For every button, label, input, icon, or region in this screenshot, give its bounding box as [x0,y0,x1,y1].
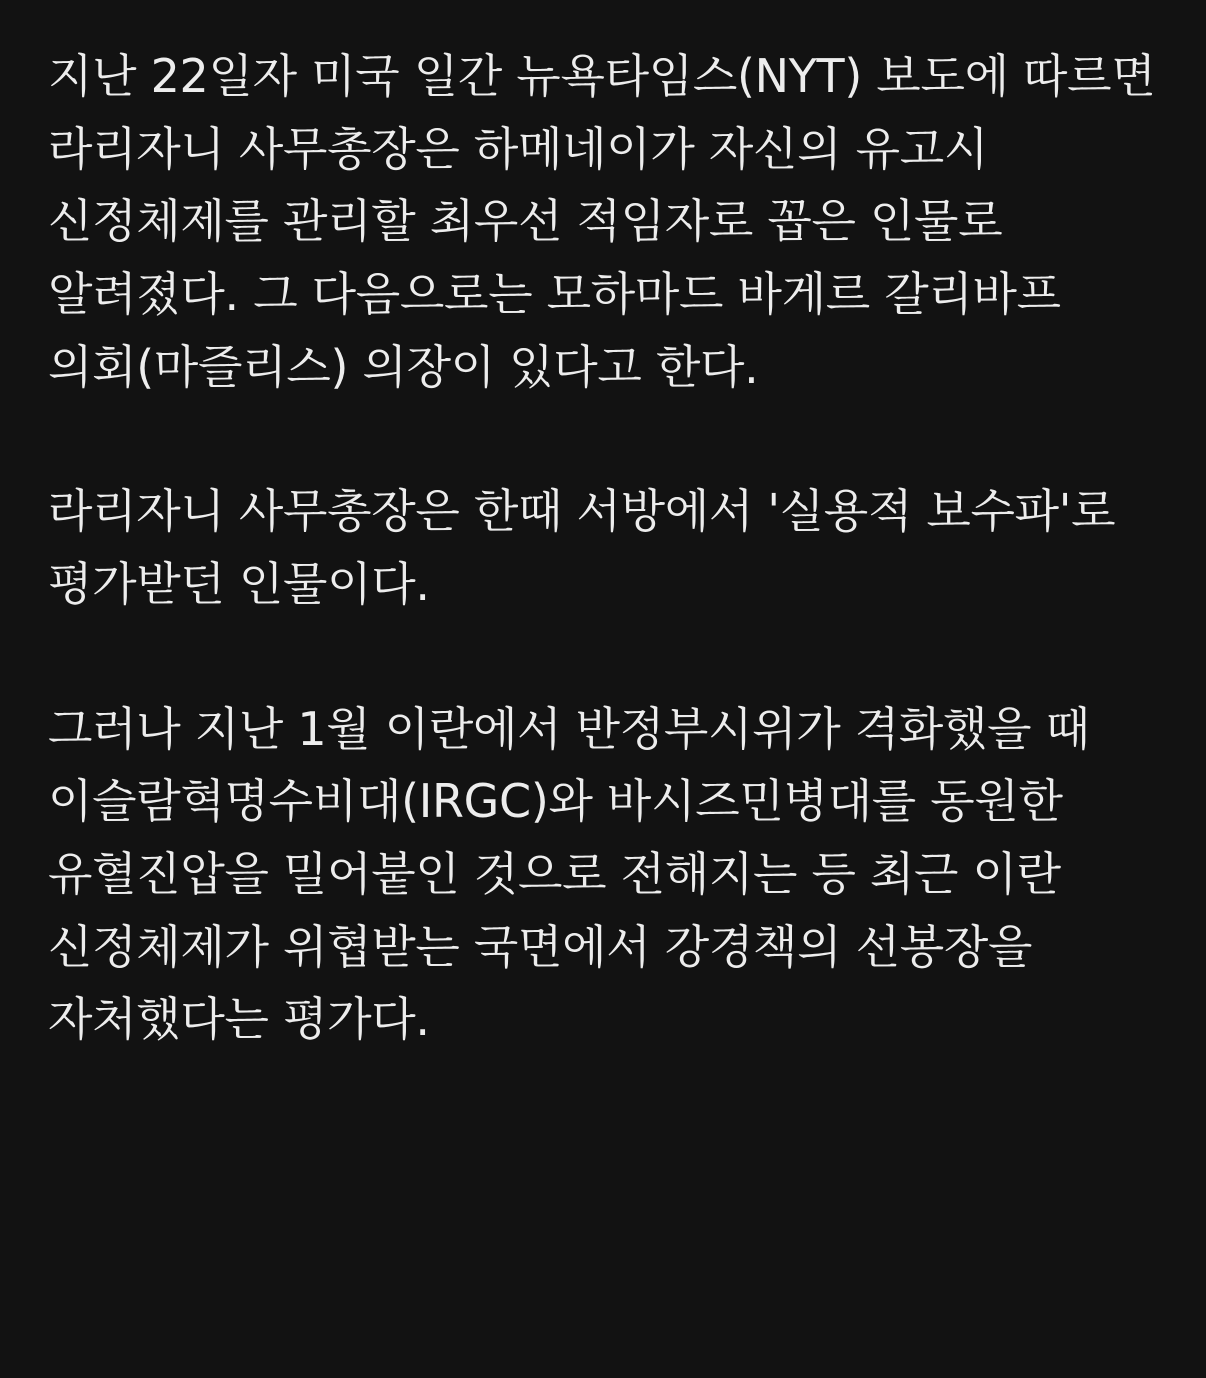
article-paragraph: 그러나 지난 1월 이란에서 반정부시위가 격화했을 때 이슬람혁명수비대(IRGC)와 바시즈민병대를 동원한 유혈진압을 밀어붙인 것으로 전해지는 등 최근 이란 신정체제가 위협받는 국면에서 강경책의 선봉장을 자처했다는 평가다. [48,701,1105,1047]
article-paragraph: 라리자니 사무총장은 한때 서방에서 '실용적 보수파'로 평가받던 인물이다. [48,484,1130,612]
article-paragraph: 지난 22일자 미국 일간 뉴욕타임스(NYT) 보도에 따르면 라리자니 사무총장은 하메네이가 자신의 유고시 신정체제를 관리할 최우선 적임자로 꼽은 인물로 알려졌다. 그 다음으로는 모하마드 바게르 갈리바프 의회(마즐리스) 의장이 있다고 한다. [48,49,1170,394]
